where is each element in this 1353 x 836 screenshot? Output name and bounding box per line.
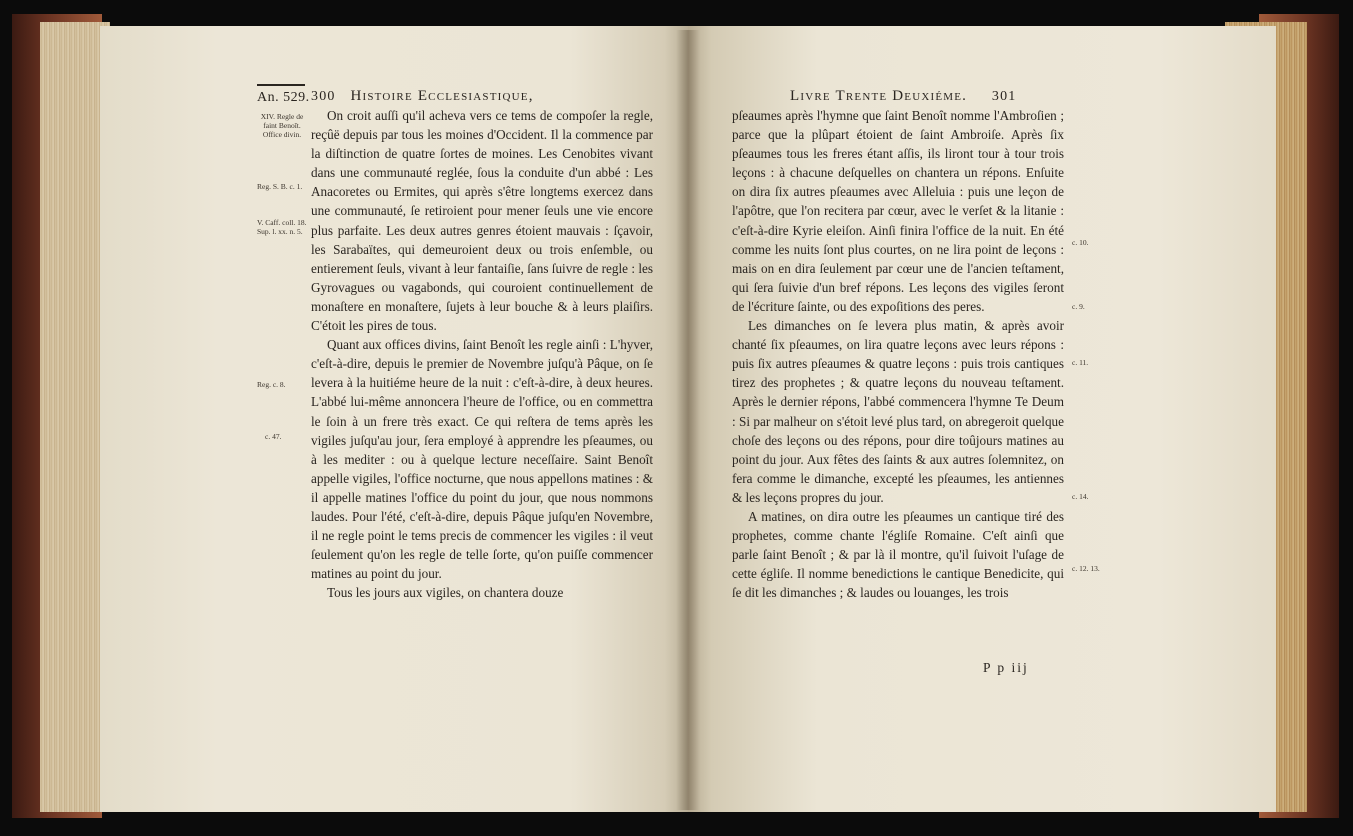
right-running-head	[790, 88, 1017, 105]
margin-note-right-3: c. 11.	[1072, 358, 1089, 367]
header-rule	[257, 84, 305, 86]
left-running-head	[311, 88, 534, 105]
margin-note-right-2: c. 9.	[1072, 302, 1085, 311]
right-paragraph-3: A matines, on dira outre les pſeaumes un cantique tiré des prophetes, comme chante l'égliſe Romaine. C'eſt ainſi que parle ſaint Benoît ; & par là il montre, qu'il ſuivoit l'uſage de cette égliſe. Il nomme benedictions le cantique Benedicite, qui ſe dit les dimanches ; & laudes ou louanges, les trois	[732, 508, 1064, 601]
margin-note-right-1: c. 10.	[1072, 238, 1089, 247]
margin-note-left-5: c. 47.	[265, 432, 282, 441]
right-running-head-text: Livre Trente Deuxiéme.	[790, 88, 968, 104]
margin-note-right-5: c. 12. 13.	[1072, 564, 1100, 573]
margin-note-left-2: Reg. S. B. c. 1.	[257, 182, 303, 191]
margin-note-left-1: XIV. Regle de faint Benoît. Office divin.	[260, 112, 304, 139]
book-gutter	[676, 30, 700, 810]
margin-note-left-3: V. Caff. coll. 18. Sup. l. xx. n. 5.	[257, 218, 307, 236]
page-number-left: 300	[311, 89, 336, 104]
left-paragraph-1: On croit auſſi qu'il acheva vers ce tems de compoſer la regle, reçûë depuis par tous les moines d'Occident. Il la commence par la diſtinction de quatre ſortes de moines. Les Cenobites vivant dans une communauté reglée, ſous la conduite d'un abbé : Les Anacoretes ou Ermites, qui après s'être longtems exercez dans une communauté, ſe retiroient pour mener ſeuls une vie encore plus parfaite. Les deux autres genres étoient mauvais : ſçavoir, les Sarabaïtes, qui demeuroient deux ou trois enſemble, ou entierement ſeuls, vivant à leur fantaiſie, ſans ſuivre de regle : les Gyrovagues ou vagabonds, qui couroient continuellement de monaſtere en monaſtere, ſujets à leur bouche & à leurs plaiſirs. C'étoit les pires de tous.	[311, 108, 653, 334]
left-body-text	[311, 106, 653, 602]
margin-note-left-4: Reg. c. 8.	[257, 380, 286, 389]
left-running-head-text: Histoire Ecclesiastique,	[350, 88, 534, 104]
right-paragraph-2: Les dimanches on ſe levera plus matin, & après avoir chanté ſix pſeaumes, on lira quatre leçons avec leurs répons : puis ſix autres pſeaumes & quatre leçons : puis trois cantiques tirez des prophetes ; & quatre leçons du nouveau teſtament. Après le dernier répons, l'abbé commencera l'hymne Te Deum : Si par malheur on s'étoit levé plus tard, on abregeroit quelque choſe des leçons ou des répons, pour dire toûjours matines au point du jour. Aux fêtes des ſaints & aux autres ſolemnitez, on fera comme le dimanche, excepté les pſeaumes, les antiennes & les leçons propres du jour.	[732, 318, 1064, 505]
year-marker: An. 529.	[257, 90, 310, 105]
right-body-text	[732, 106, 1064, 602]
right-paragraph-1: pſeaumes après l'hymne que ſaint Benoît nomme l'Ambroſien ; parce que la plûpart étoient de ſaint Ambroiſe. Après ſix pſeaumes tous les freres étant aſſis, ils liront tour à tour trois leçons : à chacune deſquelles on chantera un répons. Enſuite on dira ſix autres pſeaumes avec Alleluia : puis une leçon de l'apôtre, que l'on recitera par cœur, avec le verſet & la litanie : c'eſt-à-dire Kyrie eleiſon. Ainſi finira l'office de la nuit. En été comme les nuits ſont plus courtes, on ne lira point de leçons : mais on en dira ſeulement par cœur une de l'ancien teſtament, qui ſera ſuivie d'un bref répons. Les leçons des vigiles ſeront de l'écriture ſainte, ou des expoſitions des peres.	[732, 108, 1064, 314]
left-paragraph-3: Tous les jours aux vigiles, on chantera douze	[327, 585, 564, 601]
signature-mark: P p iij	[983, 660, 1029, 675]
left-paragraph-2: Quant aux offices divins, ſaint Benoît les regle ainſi : L'hyver, c'eſt-à-dire, depuis le premier de Novembre juſqu'à Pâque, on ſe levera à la huitiéme heure de la nuit : c'eſt-à-dire, à deux heures. L'abbé lui-même annoncera l'heure de l'office, ou en commettra le ſoin à un frere très exact. Ce qui reſtera de tems après les vigiles juſqu'au jour, ſera employé à apprendre les pſeaumes, ou à les mediter : ou à quelque lecture neceſſaire. Saint Benoît appelle vigiles, l'office nocturne, que nous appellons matines : & il appelle matines l'office du point du jour, que nous nommons laudes. Pour l'été, c'eſt-à-dire, depuis Pâque juſqu'en Novembre, il ne regle point le tems precis de commencer les vigiles : il veut ſeulement qu'on les regle de telle ſorte, qu'on puiſſe commencer matines au point du jour.	[311, 337, 653, 582]
margin-note-right-4: c. 14.	[1072, 492, 1089, 501]
page-number-right: 301	[991, 89, 1017, 104]
